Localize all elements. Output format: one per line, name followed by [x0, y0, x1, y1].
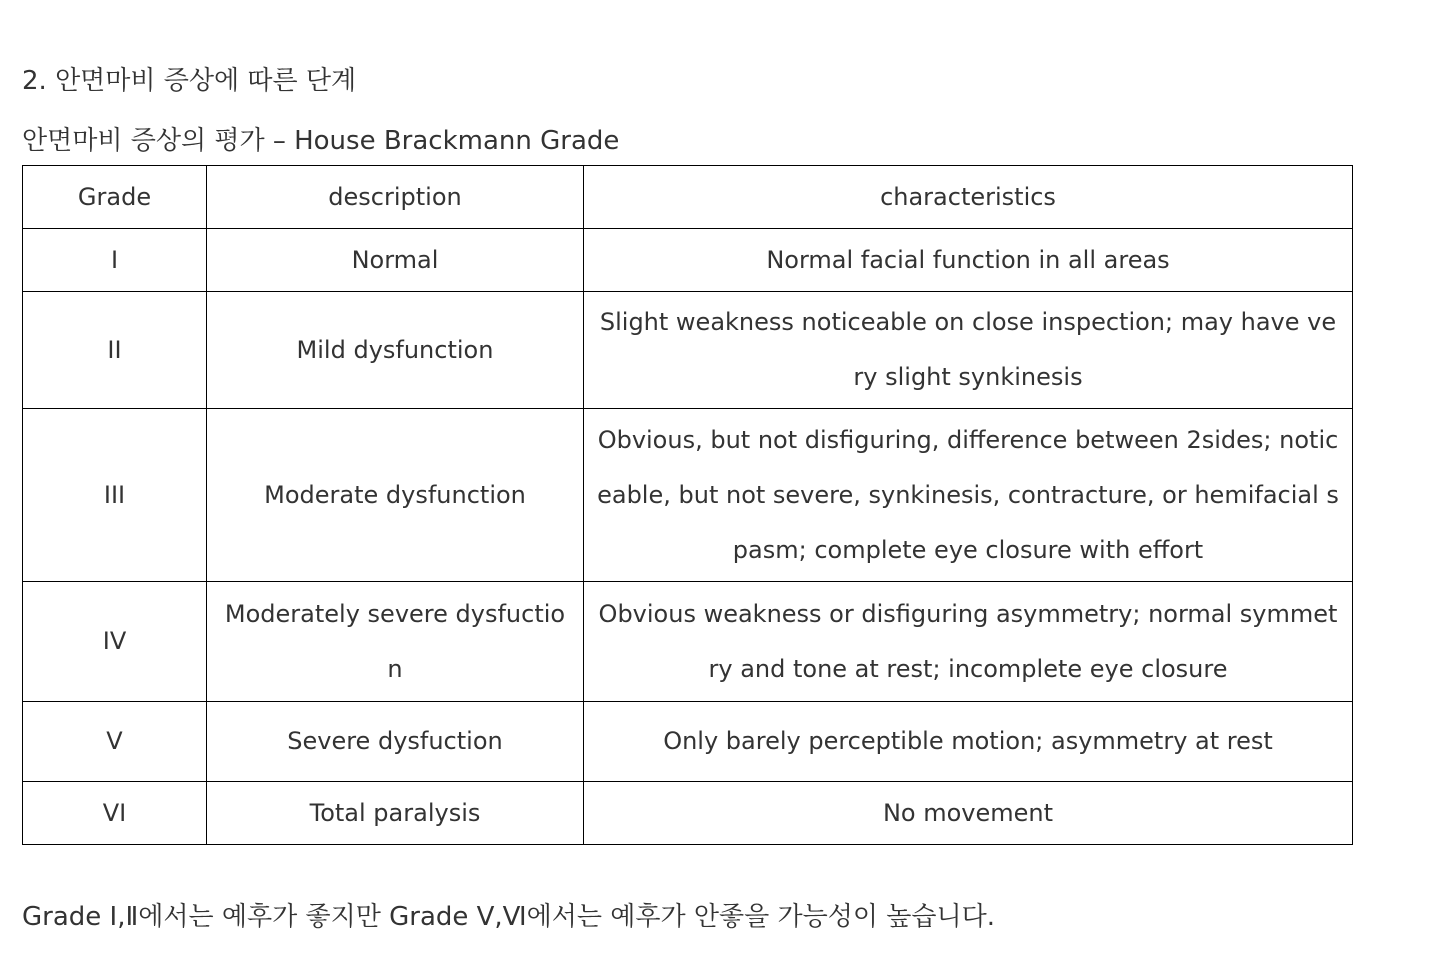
characteristics-cell: No movement	[584, 782, 1353, 845]
grade-cell: VI	[23, 782, 207, 845]
grade-cell: III	[23, 409, 207, 582]
grade-cell: IV	[23, 582, 207, 702]
table-row	[23, 702, 1353, 782]
characteristics-cell: Slight weakness noticeable on close inspection; may have very slight synkinesis	[584, 292, 1353, 409]
description-cell: Moderately severe dysfuction	[207, 582, 584, 702]
characteristics-cell: Obvious weakness or disfiguring asymmetry; normal symmetry and tone at rest; incomplete eye closure	[584, 582, 1353, 702]
header-description: description	[207, 166, 584, 229]
house-brackmann-table	[22, 165, 1353, 845]
table-header-row	[23, 166, 1353, 229]
characteristics-cell: Normal facial function in all areas	[584, 229, 1353, 292]
table-row	[23, 292, 1353, 409]
description-cell: Moderate dysfunction	[207, 409, 584, 582]
grade-cell: II	[23, 292, 207, 409]
table-row	[23, 409, 1353, 582]
header-characteristics: characteristics	[584, 166, 1353, 229]
description-cell: Severe dysfuction	[207, 702, 584, 782]
table-caption: 안면마비 증상의 평가 – House Brackmann Grade	[22, 126, 620, 156]
table-row	[23, 582, 1353, 702]
grade-cell: V	[23, 702, 207, 782]
description-cell: Total paralysis	[207, 782, 584, 845]
description-cell: Normal	[207, 229, 584, 292]
characteristics-cell: Only barely perceptible motion; asymmetry at rest	[584, 702, 1353, 782]
grade-cell: I	[23, 229, 207, 292]
table-row	[23, 782, 1353, 845]
prognosis-note: Grade Ⅰ,Ⅱ에서는 예후가 좋지만 Grade Ⅴ,Ⅵ에서는 예후가 안좋을 가능성이 높습니다.	[22, 902, 995, 932]
table-row	[23, 229, 1353, 292]
section-heading: 2. 안면마비 증상에 따른 단계	[22, 66, 357, 96]
header-grade: Grade	[23, 166, 207, 229]
description-cell: Mild dysfunction	[207, 292, 584, 409]
characteristics-cell: Obvious, but not disfiguring, difference between 2sides; noticeable, but not severe, synkinesis, contracture, or hemifacial spasm; complete eye closure with effort	[584, 409, 1353, 582]
